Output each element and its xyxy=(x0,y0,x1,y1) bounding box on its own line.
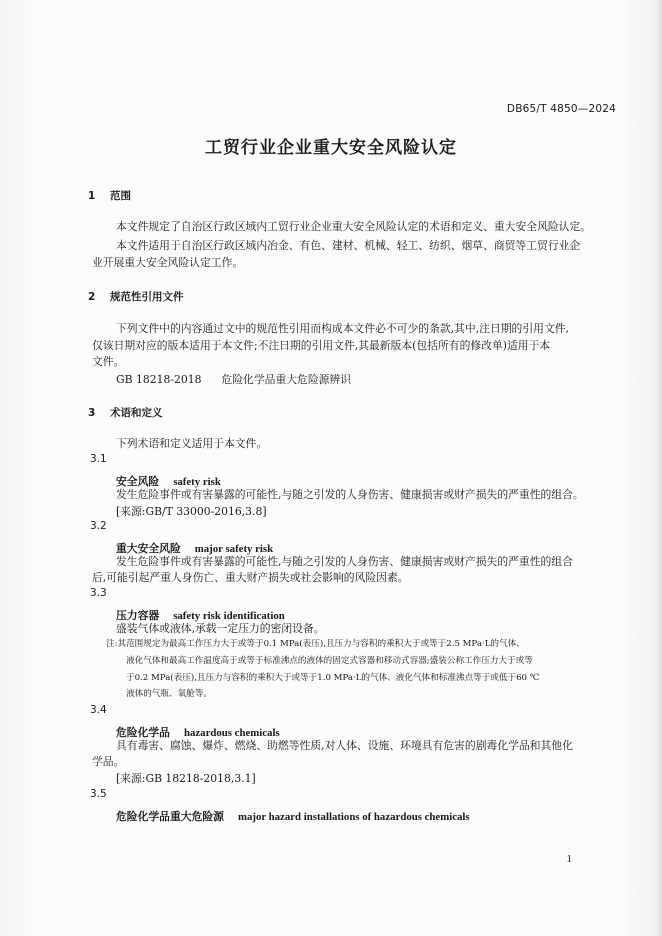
section-number: 3 xyxy=(88,407,96,419)
note-line: 注:其范围规定为最高工作压力大于或等于0.1 MPa(表压),且压力与容积的乘积大于或等于2.5 MPa·L的气体、 xyxy=(106,639,525,649)
section-heading-terms xyxy=(88,405,163,420)
note-line: 液体的气瓶、氧舱等。 xyxy=(126,689,212,699)
term-english: safety risk identification xyxy=(173,610,285,622)
page-number: 1 xyxy=(566,853,572,865)
paragraph-line: 业开展重大安全风险认定工作。 xyxy=(92,256,244,269)
definition-line: 具有毒害、腐蚀、爆炸、燃烧、助燃等性质,对人体、设施、环境具有危害的剧毒化学品和其他化 xyxy=(116,739,573,752)
definition-line: 学品。 xyxy=(92,755,125,768)
reference-code: GB 18218-2018 xyxy=(116,373,202,386)
clause-number: 3.3 xyxy=(90,587,107,599)
term-chinese: 重大安全风险 xyxy=(116,542,181,555)
term-english: safety risk xyxy=(173,476,221,488)
section-number: 2 xyxy=(88,291,96,303)
section-heading-normative-references xyxy=(88,289,184,304)
reference-name: 危险化学品重大危险源辨识 xyxy=(221,373,352,386)
term-english: hazardous chemicals xyxy=(183,727,280,739)
paragraph-line: 本文件规定了自治区行政区域内工贸行业企业重大安全风险认定的术语和定义、重大安全风险认定。 xyxy=(116,220,592,233)
clause-number: 3.4 xyxy=(90,704,107,716)
term-heading xyxy=(116,805,470,824)
section-title: 术语和定义 xyxy=(110,407,163,419)
term-chinese: 危险化学品重大危险源 xyxy=(116,810,224,823)
term-chinese: 危险化学品 xyxy=(116,726,170,739)
paragraph-line: 下列术语和定义适用于本文件。 xyxy=(116,437,268,450)
note-line: 于0.2 MPa(表压),且压力与容积的乘积大于或等于1.0 MPa·L的气体、液化气体和标准沸点等于或低于60 ℃ xyxy=(126,673,540,683)
section-title: 范围 xyxy=(110,190,131,202)
paragraph-line: 仅该日期对应的版本适用于本文件;不注日期的引用文件,其最新版本(包括所有的修改单)适用于本 xyxy=(92,339,551,352)
reference-entry xyxy=(116,372,351,389)
paragraph-line: 文件。 xyxy=(92,355,125,368)
term-english: major hazard installations of hazardous chemicals xyxy=(237,811,470,823)
page-title: 工贸行业企业重大安全风险认定 xyxy=(205,138,457,158)
clause-number: 3.5 xyxy=(90,788,107,800)
section-heading-scope xyxy=(88,188,131,203)
section-title: 规范性引用文件 xyxy=(110,291,184,303)
clause-number: 3.1 xyxy=(90,453,107,465)
source-note: [来源:GB/T 33000-2016,3.8] xyxy=(116,505,267,518)
paragraph-line: 下列文件中的内容通过文中的规范性引用而构成本文件必不可少的条款,其中,注日期的引用文件, xyxy=(116,322,569,335)
paragraph-line: 本文件适用于自治区行政区域内冶金、有色、建材、机械、轻工、纺织、烟草、商贸等工贸行业企 xyxy=(116,239,581,252)
note-line: 液化气体和最高工作温度高于或等于标准沸点的液体的固定式容器和移动式容器;盛装公称工作压力大于或等 xyxy=(126,656,533,666)
definition-line: 发生危险事件或有害暴露的可能性,与随之引发的人身伤害、健康损害或财产损失的严重性的组合 xyxy=(116,555,573,568)
clause-number: 3.2 xyxy=(90,520,107,532)
definition-line: 后,可能引起严重人身伤亡、重大财产损失或社会影响的风险因素。 xyxy=(92,571,409,584)
definition-line: 发生危险事件或有害暴露的可能性,与随之引发的人身伤害、健康损害或财产损失的严重性的组合。 xyxy=(116,488,584,501)
term-chinese: 压力容器 xyxy=(116,609,160,622)
section-number: 1 xyxy=(88,190,96,202)
term-chinese: 安全风险 xyxy=(116,475,160,488)
source-note: [来源:GB 18218-2018,3.1] xyxy=(116,772,256,785)
standard-number: DB65/T 4850—2024 xyxy=(506,103,616,115)
term-english: major safety risk xyxy=(194,543,274,555)
definition-line: 盛装气体或液体,承载一定压力的密闭设备。 xyxy=(116,622,325,635)
